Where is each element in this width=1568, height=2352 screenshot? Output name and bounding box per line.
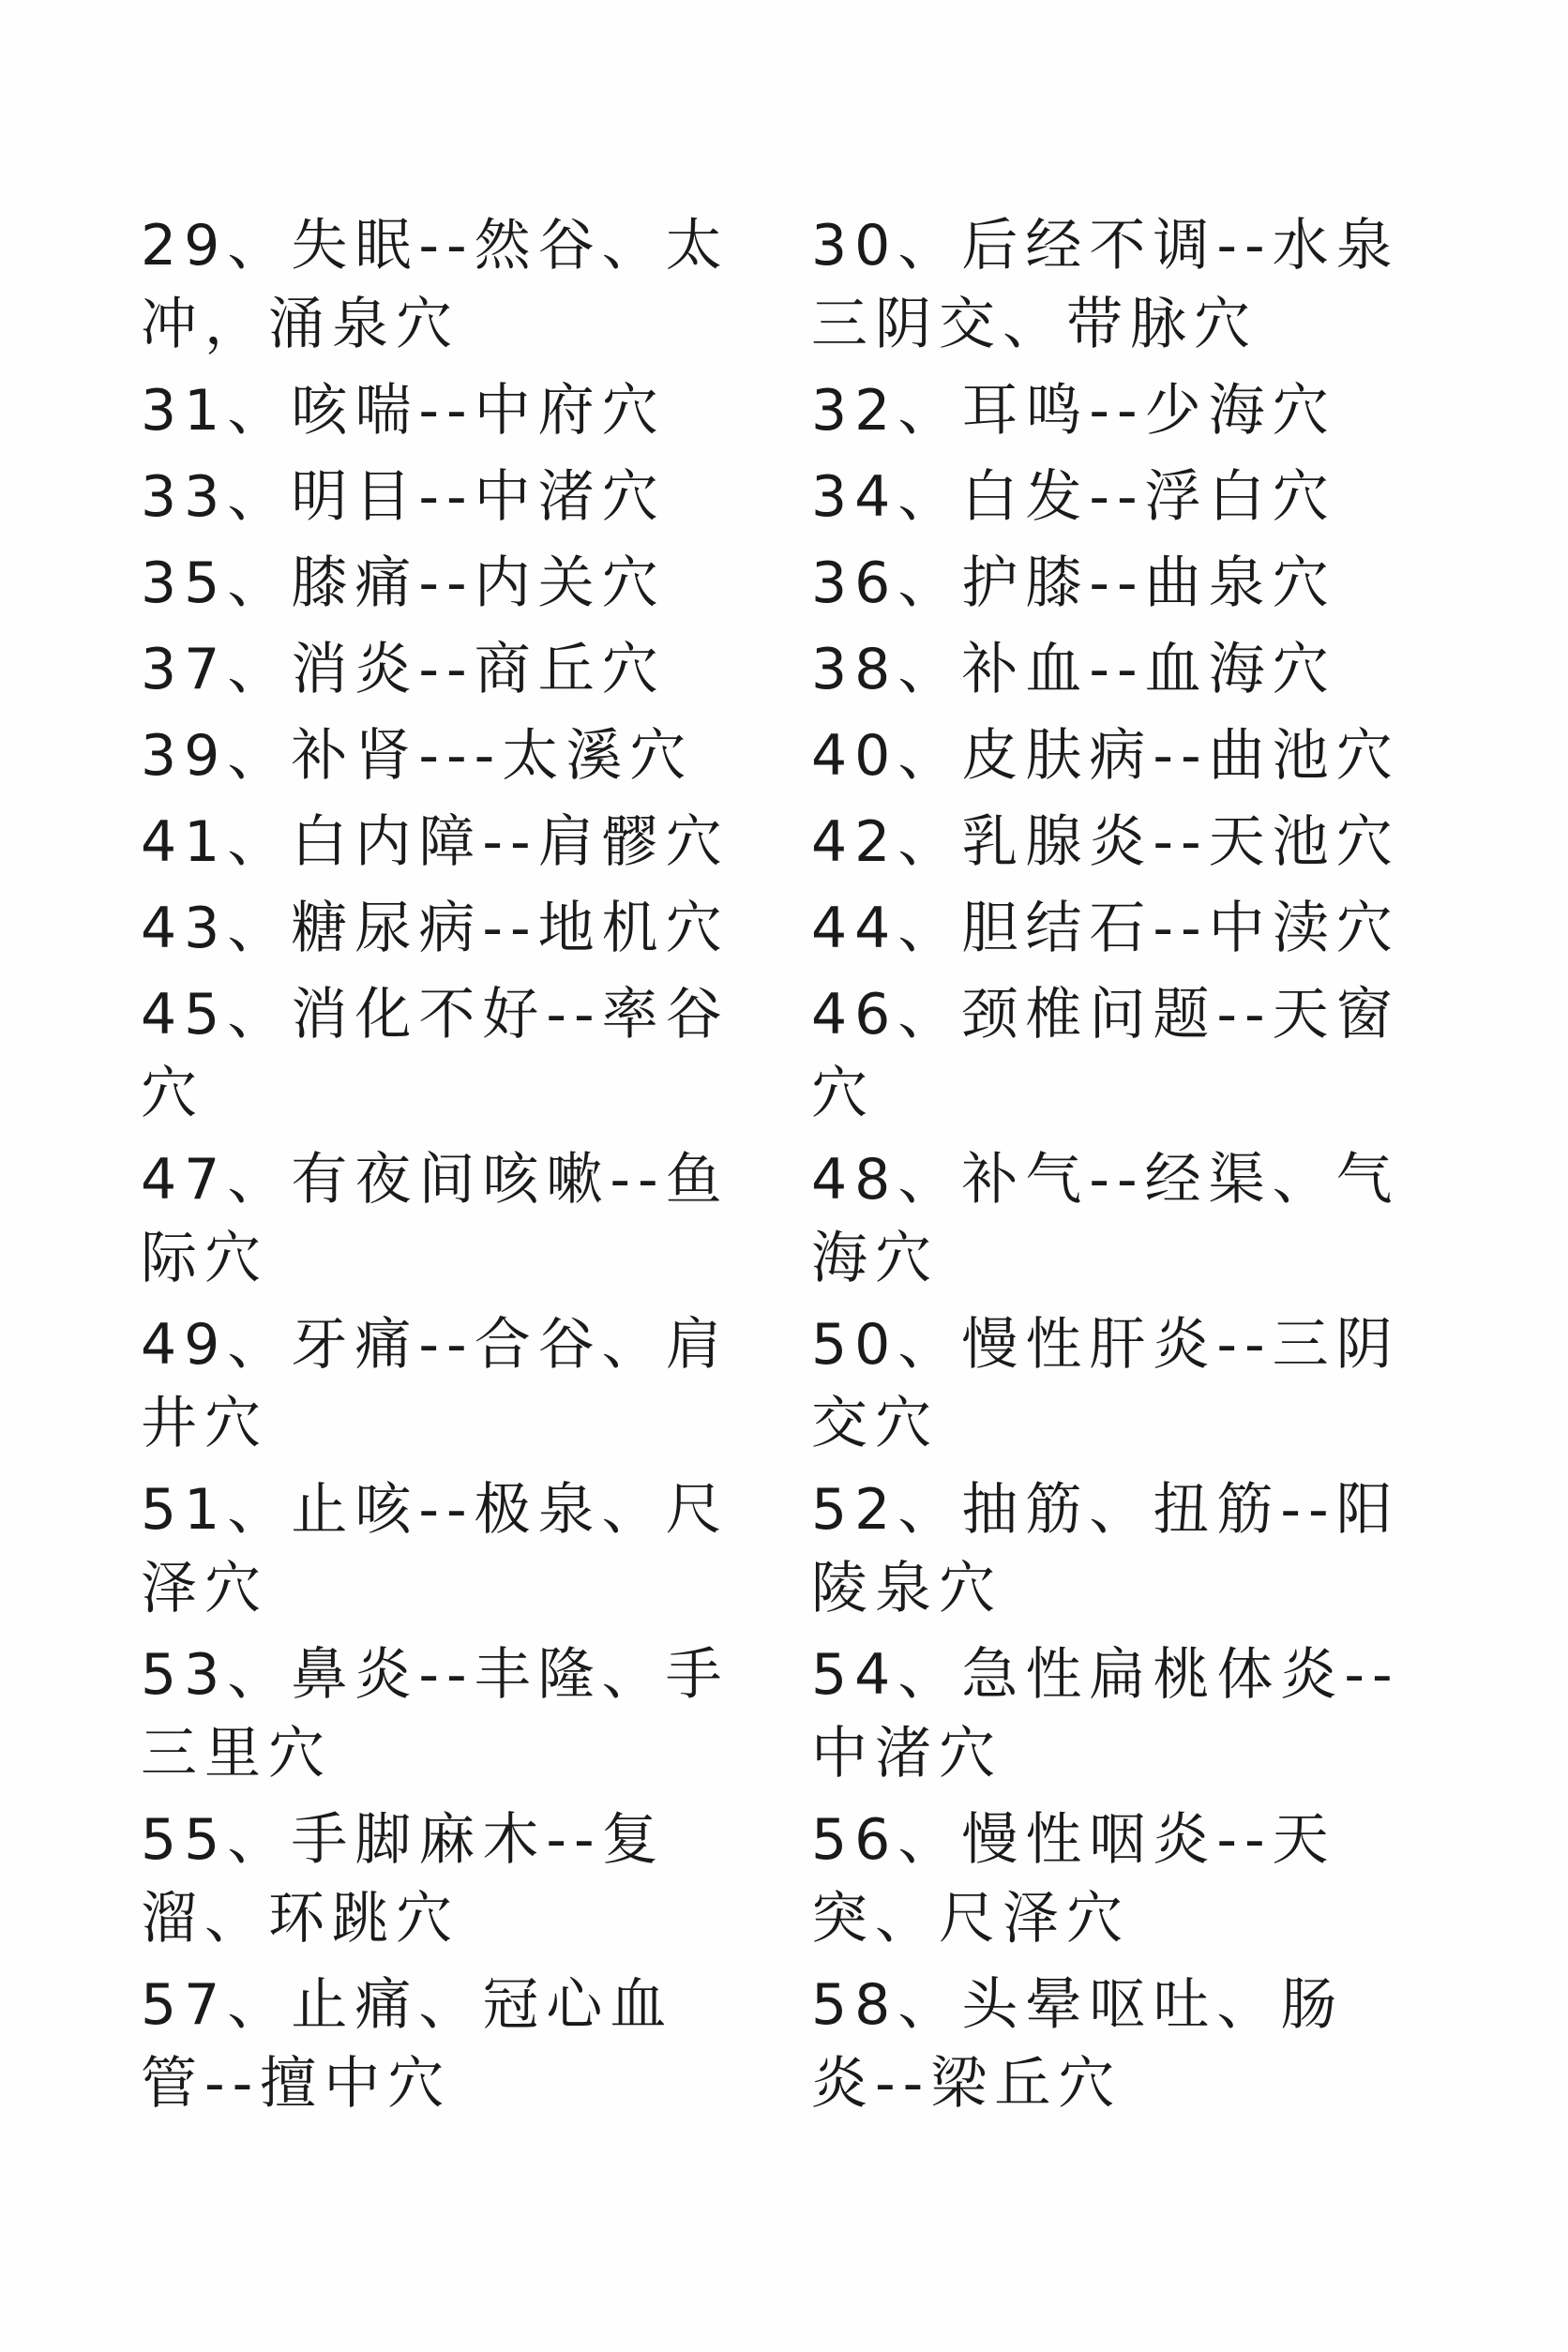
list-item: 45、消化不好--率谷穴 [141, 982, 730, 1126]
list-item: 32、耳鸣--少海穴 [811, 378, 1336, 444]
acupoint-list [141, 206, 1454, 2131]
list-item: 40、皮肤病--曲池穴 [811, 723, 1400, 789]
list-item: 58、头晕呕吐、肠炎--梁丘穴 [811, 1972, 1345, 2117]
list-item: 52、抽筋、扭筋--阳陵泉穴 [811, 1477, 1400, 1621]
list-item: 29、失眠--然谷、太冲，涌泉穴 [141, 213, 730, 357]
list-item: 33、明目--中渚穴 [141, 464, 666, 530]
list-item: 36、护膝--曲泉穴 [811, 550, 1336, 616]
list-item: 55、手脚麻木--复溜、环跳穴 [141, 1807, 666, 1952]
list-item: 44、胆结石--中渎穴 [811, 896, 1400, 961]
list-item: 57、止痛、冠心血管--擅中穴 [141, 1972, 674, 2117]
list-item: 43、糖尿病--地机穴 [141, 896, 730, 961]
list-item: 34、白发--浮白穴 [811, 464, 1336, 530]
list-item: 53、鼻炎--丰隆、手三里穴 [141, 1642, 730, 1787]
list-item: 30、后经不调--水泉三阴交、带脉穴 [811, 213, 1400, 357]
list-item: 46、颈椎问题--天窗穴 [811, 982, 1400, 1126]
list-item: 54、急性扁桃体炎--中渚穴 [811, 1642, 1400, 1787]
list-item: 37、消炎--商丘穴 [141, 637, 666, 702]
list-item: 50、慢性肝炎--三阴交穴 [811, 1312, 1400, 1456]
list-item: 38、补血--血海穴 [811, 637, 1336, 702]
list-item: 35、膝痛--内关穴 [141, 550, 666, 616]
list-item: 47、有夜间咳嗽--鱼际穴 [141, 1147, 730, 1291]
list-item: 42、乳腺炎--天池穴 [811, 809, 1400, 875]
list-item: 31、咳喘--中府穴 [141, 378, 666, 444]
list-item: 39、补肾---太溪穴 [141, 723, 694, 789]
list-item: 49、牙痛--合谷、肩井穴 [141, 1312, 730, 1456]
list-item: 48、补气--经渠、气海穴 [811, 1147, 1400, 1291]
list-item: 41、白内障--肩髎穴 [141, 809, 730, 875]
list-item: 56、慢性咽炎--天突、尺泽穴 [811, 1807, 1336, 1952]
list-item: 51、止咳--极泉、尺泽穴 [141, 1477, 730, 1621]
